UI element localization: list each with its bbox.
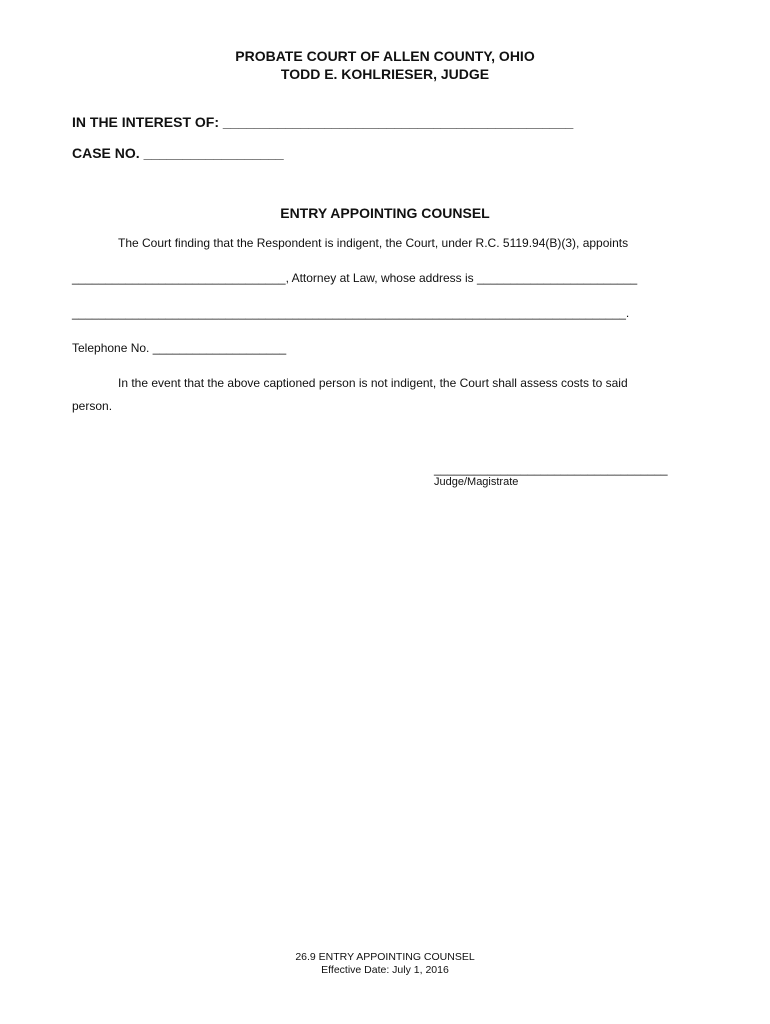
costs-paragraph-line2: person. (72, 399, 113, 413)
address-line: ___________________________________________________________________________________. (72, 306, 630, 320)
interest-of-field: IN THE INTEREST OF: _____________________________________________ (72, 114, 574, 130)
judge-name: TODD E. KOHLRIESER, JUDGE (280, 66, 490, 82)
court-name: PROBATE COURT OF ALLEN COUNTY, OHIO (235, 48, 535, 64)
document-title: ENTRY APPOINTING COUNSEL (280, 205, 490, 221)
finding-paragraph: The Court finding that the Respondent is indigent, the Court, under R.C. 5119.94(B)(3), appoints (118, 236, 629, 250)
telephone-field: Telephone No. ____________________ (72, 341, 287, 355)
attorney-line: ________________________________, Attorney at Law, whose address is ________________________ (72, 271, 638, 285)
signature-line: ___________________________________ (434, 462, 668, 476)
costs-paragraph-line1: In the event that the above captioned person is not indigent, the Court shall assess costs to said (118, 376, 628, 390)
case-number-field: CASE NO. __________________ (72, 145, 284, 161)
footer-effective-date: Effective Date: July 1, 2016 (321, 964, 449, 976)
signature-label: Judge/Magistrate (434, 476, 519, 488)
footer-form-title: 26.9 ENTRY APPOINTING COUNSEL (295, 951, 475, 963)
